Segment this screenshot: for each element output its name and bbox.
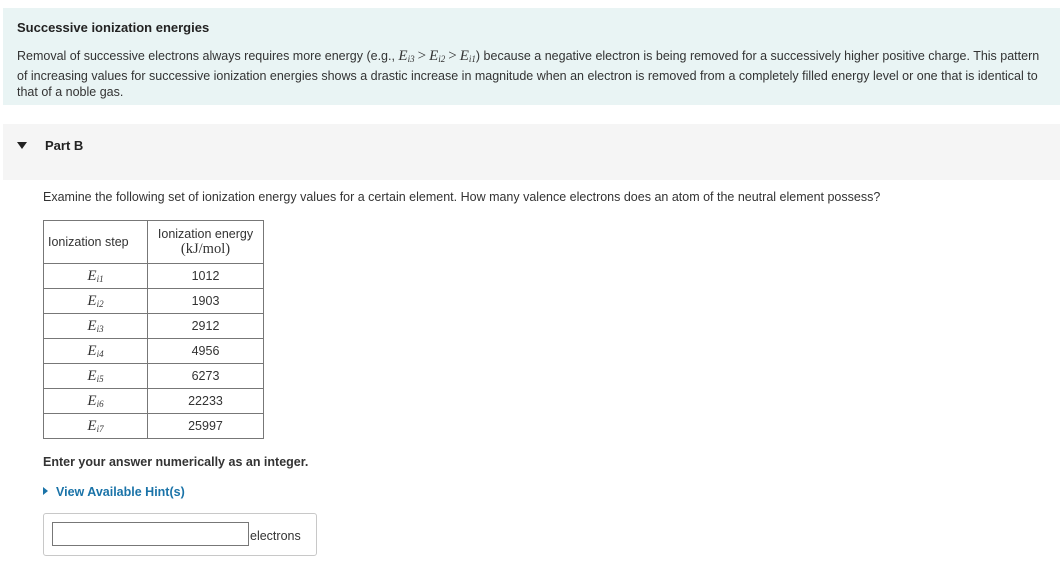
answer-unit-label: electrons bbox=[250, 529, 301, 543]
table-row bbox=[44, 289, 264, 314]
answer-container bbox=[43, 513, 317, 556]
ionization-energy-cell: 4956 bbox=[148, 339, 264, 364]
answer-input[interactable] bbox=[52, 522, 249, 546]
energy-unit: (kJ/mol) bbox=[180, 241, 231, 257]
energy-symbol-1: $E_{i3}$ bbox=[398, 48, 415, 64]
question-text: Examine the following set of ionization energy values for a certain element. How many valence electrons does an atom of the neutral element possess? bbox=[43, 190, 881, 204]
ionization-step-cell: $E_{i2}$ bbox=[44, 289, 148, 314]
table-row bbox=[44, 389, 264, 414]
table-row bbox=[44, 314, 264, 339]
view-hints-link[interactable]: View Available Hint(s) bbox=[43, 485, 185, 499]
table-row bbox=[44, 364, 264, 389]
answer-instructions: Enter your answer numerically as an integer. bbox=[43, 455, 309, 469]
table-row bbox=[44, 264, 264, 289]
table-row bbox=[44, 414, 264, 439]
ionization-table bbox=[43, 220, 264, 439]
ionization-step-cell: $E_{i1}$ bbox=[44, 264, 148, 289]
ionization-step-cell: $E_{i5}$ bbox=[44, 364, 148, 389]
ionization-energy-cell: 1012 bbox=[148, 264, 264, 289]
ionization-energy-cell: 1903 bbox=[148, 289, 264, 314]
caret-right-icon bbox=[43, 487, 48, 495]
ionization-step-cell: $E_{i3}$ bbox=[44, 314, 148, 339]
info-text-suffix: ) because a negative electron is being removed for a successively higher positive charge. This pattern of increasing values for successive ionization energies shows a drastic increase in magnitude when an electron is removed from a completely filled energy level or one that is identical to that of a noble gas. bbox=[17, 49, 1040, 99]
info-box bbox=[3, 8, 1060, 105]
ionization-step-cell: $E_{i4}$ bbox=[44, 339, 148, 364]
info-text-prefix: Removal of successive electrons always requires more energy (e.g., bbox=[17, 49, 395, 63]
ionization-energy-cell: 2912 bbox=[148, 314, 264, 339]
info-title: Successive ionization energies bbox=[17, 20, 210, 35]
ionization-energy-cell: 22233 bbox=[148, 389, 264, 414]
info-text: Removal of successive electrons always requires more energy (e.g., $E_{i3} > E_{i2} > E_{i1}$) because a negative electron is being removed for a successively higher positive charge. This pattern of increasing values for successive ionization energies shows a drastic increase in magnitude when an electron is removed from a completely filled energy level or one that is identical to that of a noble gas. bbox=[17, 48, 1040, 99]
ionization-energy-cell: 6273 bbox=[148, 364, 264, 389]
ionization-energy-cell: 25997 bbox=[148, 414, 264, 439]
caret-down-icon[interactable] bbox=[17, 142, 27, 149]
ionization-step-cell: $E_{i6}$ bbox=[44, 389, 148, 414]
column-header-energy: Ionization energy (kJ/mol) bbox=[148, 221, 264, 264]
energy-symbol-3: $E_{i1}$ bbox=[459, 48, 476, 64]
table-row bbox=[44, 339, 264, 364]
column-header-step: Ionization step bbox=[44, 221, 148, 264]
part-b-header[interactable] bbox=[3, 124, 1060, 180]
energy-symbol-2: $E_{i2}$ bbox=[429, 48, 446, 64]
part-label: Part B bbox=[45, 138, 84, 153]
ionization-step-cell: $E_{i7}$ bbox=[44, 414, 148, 439]
